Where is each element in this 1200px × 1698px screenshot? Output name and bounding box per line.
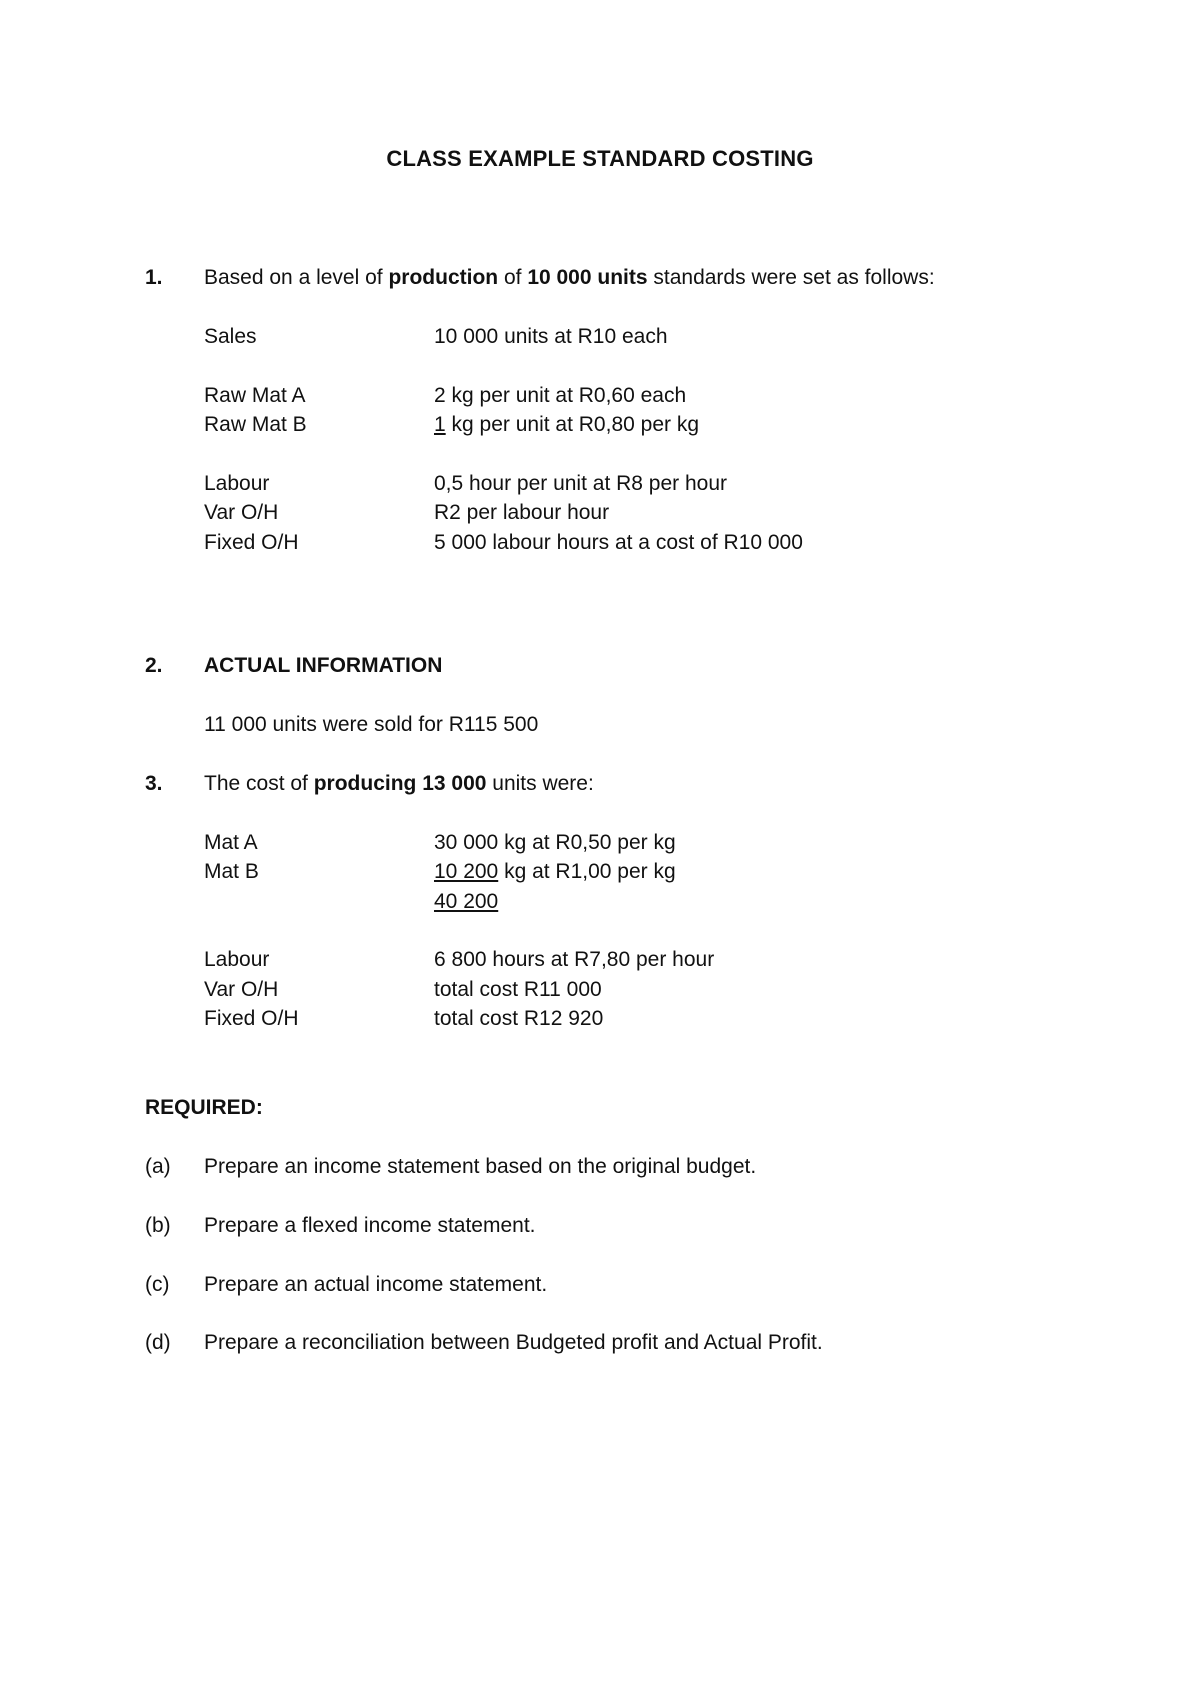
standard-value-fixed-oh: 5 000 labour hours at a cost of R10 000: [434, 531, 803, 554]
required-item-a-letter: (a): [145, 1155, 171, 1178]
standard-value-raw-mat-b-rest: kg per unit at R0,80 per kg: [445, 413, 699, 436]
standard-value-raw-mat-b-underlined: 1: [434, 413, 446, 436]
section-1-intro-post: standards were set as follows:: [647, 266, 935, 289]
section-3-intro: [204, 771, 594, 797]
actual-label-mat-a: Mat A: [204, 831, 258, 854]
actual-value-mat-b-underlined: 10 200: [434, 860, 499, 883]
section-1-intro-bold-units: 10 000 units: [527, 266, 648, 289]
actual-label-labour: Labour: [204, 948, 270, 971]
standard-label-raw-mat-b: Raw Mat B: [204, 413, 307, 436]
section-2-number: 2.: [145, 654, 163, 677]
required-item-c-letter: (c): [145, 1273, 170, 1296]
required-item-a-text: Prepare an income statement based on the original budget.: [204, 1155, 757, 1178]
actual-value-labour: 6 800 hours at R7,80 per hour: [434, 948, 715, 971]
actual-value-mat-a: 30 000 kg at R0,50 per kg: [434, 831, 676, 854]
standard-label-raw-mat-a: Raw Mat A: [204, 384, 306, 407]
actual-value-fixed-oh: total cost R12 920: [434, 1007, 604, 1030]
standard-value-raw-mat-a: 2 kg per unit at R0,60 each: [434, 384, 687, 407]
standard-value-raw-mat-b: [434, 412, 699, 438]
required-item-d-letter: (d): [145, 1331, 171, 1354]
actual-value-mat-b: [434, 859, 676, 885]
standard-label-labour: Labour: [204, 472, 270, 495]
actual-material-total-value: 40 200: [434, 890, 499, 913]
actual-label-mat-b: Mat B: [204, 860, 259, 883]
actual-material-total: [434, 889, 498, 915]
required-item-b-text: Prepare a flexed income statement.: [204, 1214, 536, 1237]
actual-value-var-oh: total cost R11 000: [434, 978, 602, 1001]
section-1-number: 1.: [145, 266, 163, 289]
standard-label-fixed-oh: Fixed O/H: [204, 531, 299, 554]
standard-label-var-oh: Var O/H: [204, 501, 279, 524]
required-item-c-text: Prepare an actual income statement.: [204, 1273, 548, 1296]
standard-value-sales: 10 000 units at R10 each: [434, 325, 668, 348]
section-3-number: 3.: [145, 772, 163, 795]
section-3-intro-bold: producing 13 000: [313, 772, 487, 795]
section-3-intro-post: units were:: [486, 772, 594, 795]
section-1-intro-bold-production: production: [388, 266, 499, 289]
actual-label-var-oh: Var O/H: [204, 978, 279, 1001]
actual-label-fixed-oh: Fixed O/H: [204, 1007, 299, 1030]
section-1-intro-pre: Based on a level of: [204, 266, 389, 289]
section-1-intro: [204, 265, 935, 291]
page-title: CLASS EXAMPLE STANDARD COSTING: [386, 146, 814, 171]
standard-value-var-oh: R2 per labour hour: [434, 501, 610, 524]
required-item-b-letter: (b): [145, 1214, 171, 1237]
standard-label-sales: Sales: [204, 325, 257, 348]
required-item-d-text: Prepare a reconciliation between Budgeted profit and Actual Profit.: [204, 1331, 823, 1354]
actual-value-mat-b-rest: kg at R1,00 per kg: [498, 860, 676, 883]
section-2-heading: ACTUAL INFORMATION: [204, 654, 443, 677]
required-heading: REQUIRED:: [145, 1096, 263, 1119]
standard-value-labour: 0,5 hour per unit at R8 per hour: [434, 472, 728, 495]
section-3-intro-pre: The cost of: [204, 772, 314, 795]
section-1-intro-mid: of: [498, 266, 528, 289]
section-2-text: 11 000 units were sold for R115 500: [204, 713, 539, 736]
